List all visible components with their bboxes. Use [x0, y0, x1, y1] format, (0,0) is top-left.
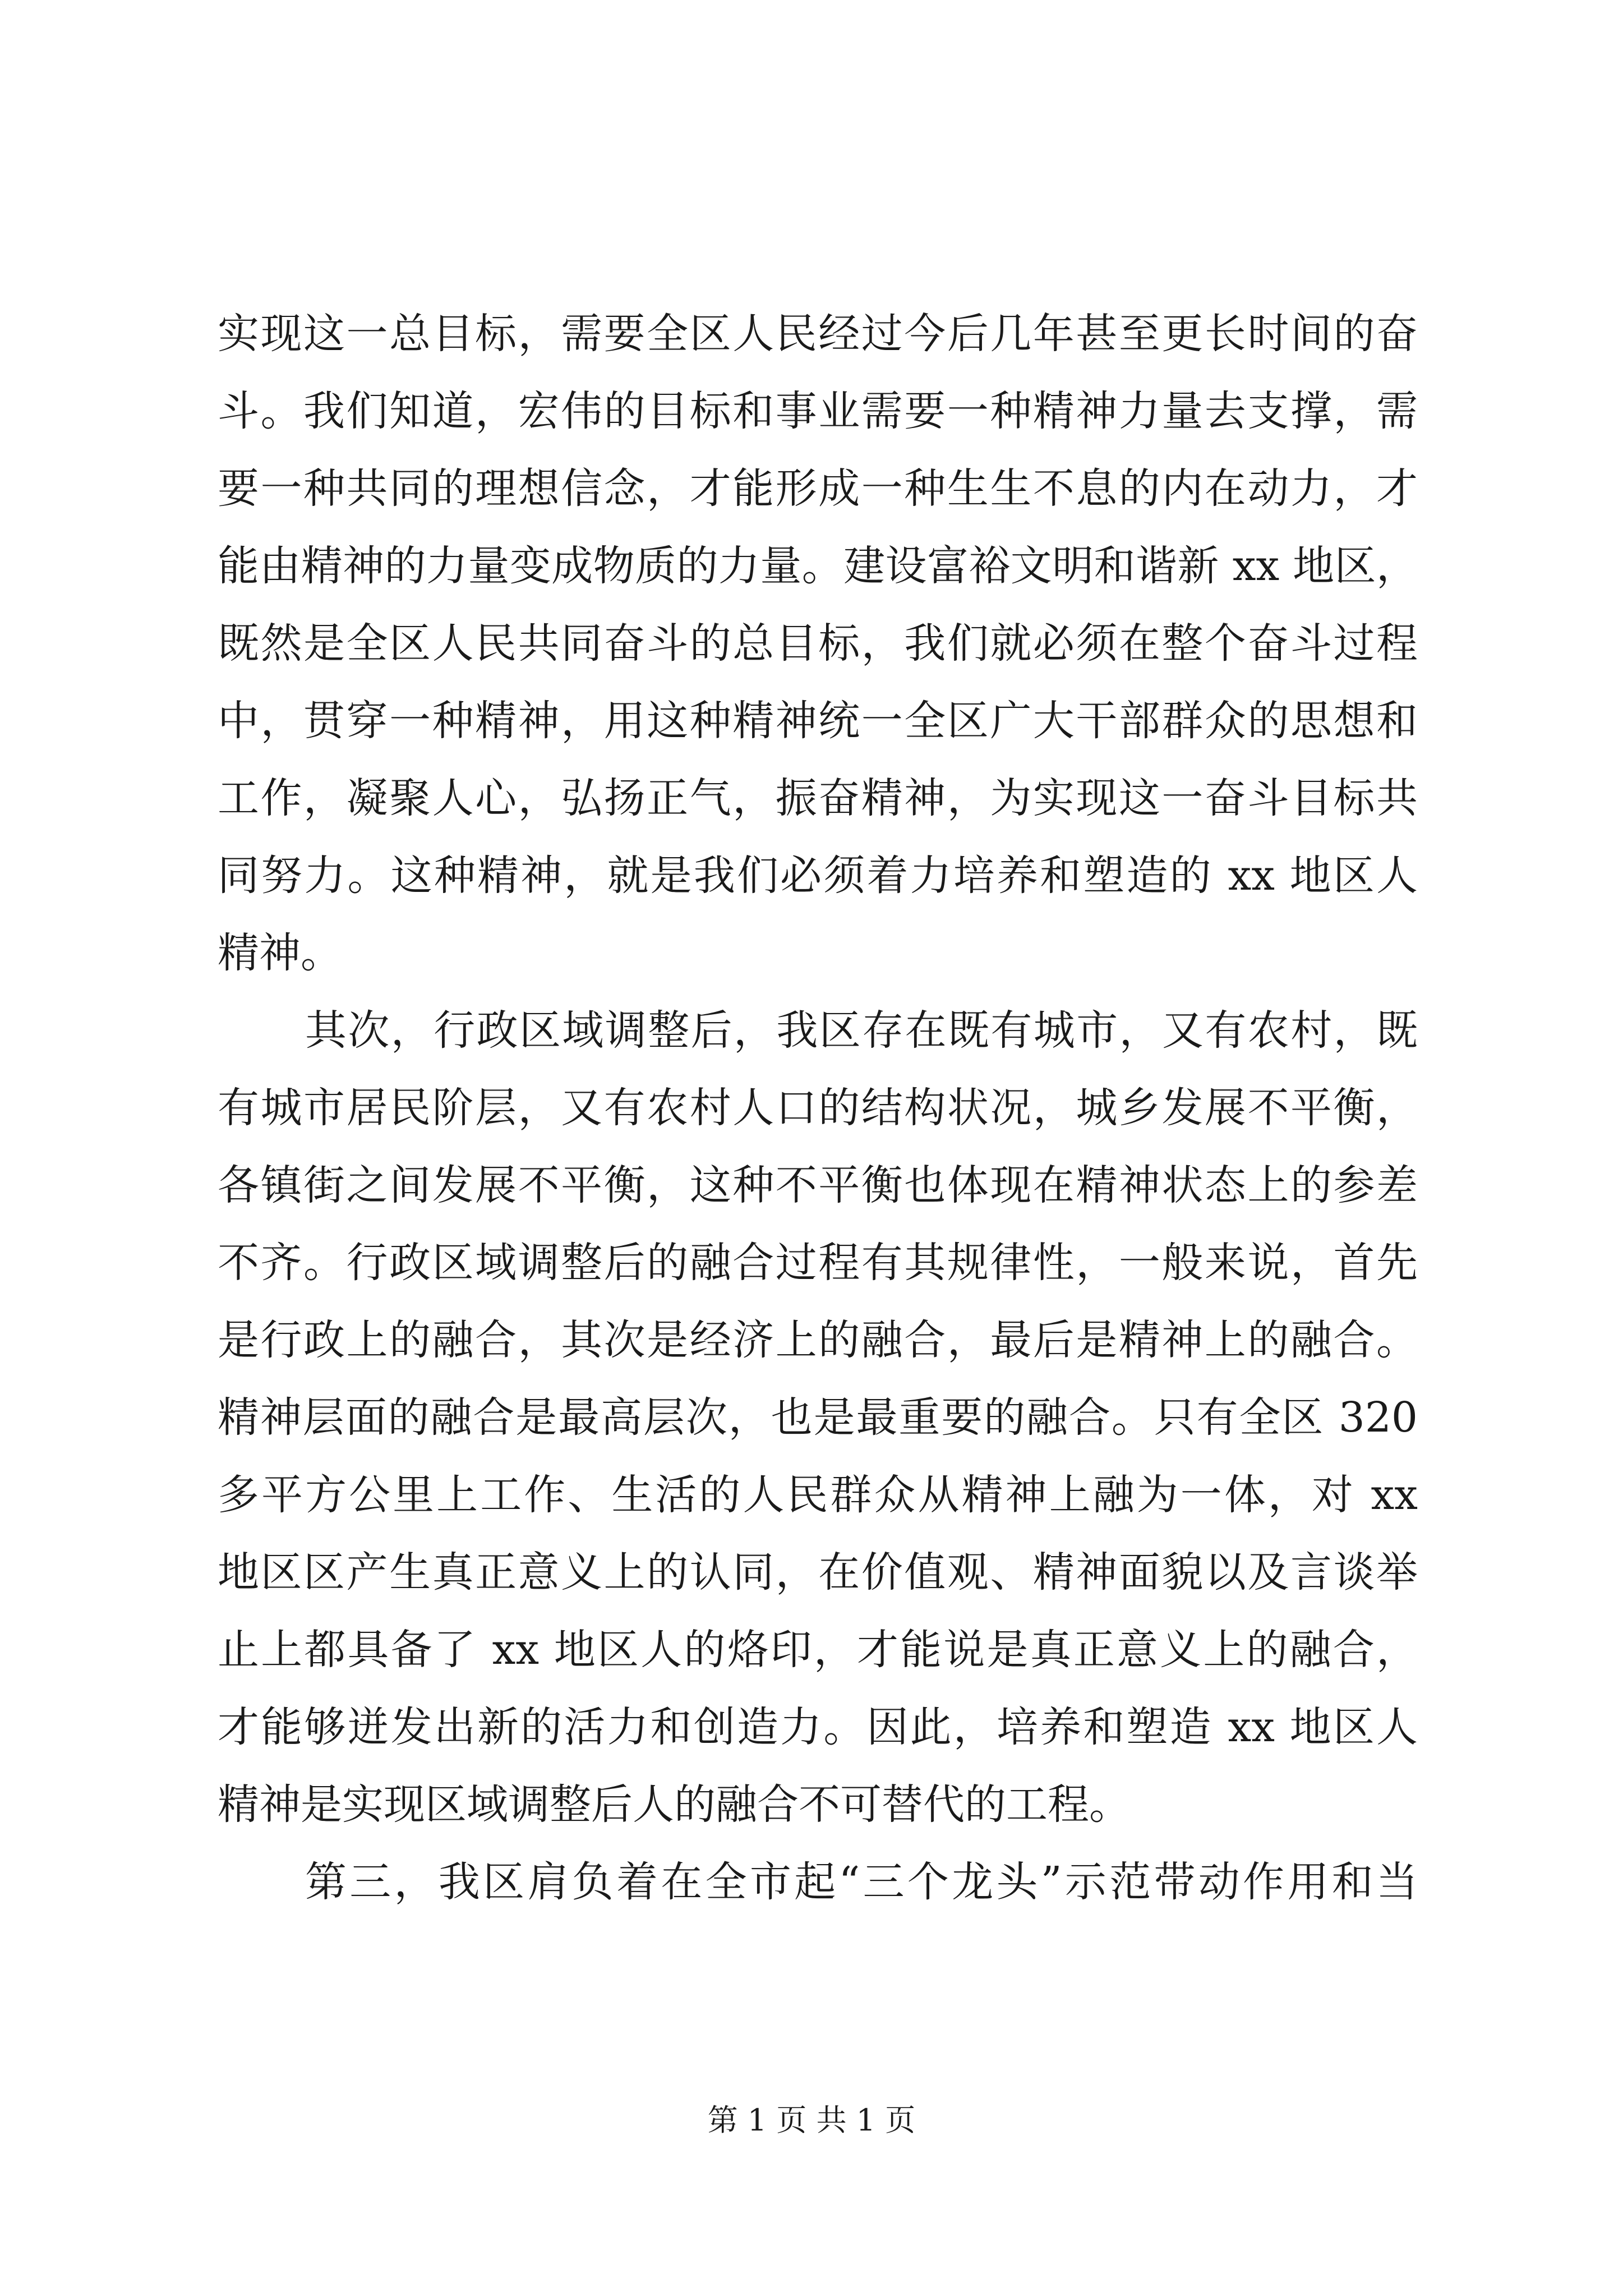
paragraph-line: 实现这一总目标，需要全区人民经过今后几年甚至更长时间的奋	[218, 310, 1418, 358]
paragraph-line: 要一种共同的理想信念，才能形成一种生生不息的内在动力，才	[218, 464, 1418, 513]
paragraph-line: 精神是实现区域调整后人的融合不可替代的工程。	[218, 1780, 1131, 1829]
paragraph-line: 第三，我区肩负着在全市起“三个龙头”示范带动作用和当	[305, 1858, 1418, 1906]
paragraph-line: 能由精神的力量变成物质的力量。建设富裕文明和谐新 xx 地区，	[218, 542, 1418, 590]
paragraph-line: 中，贯穿一种精神，用这种精神统一全区广大干部群众的思想和	[218, 697, 1418, 745]
paragraph-line: 有城市居民阶层，又有农村人口的结构状况，城乡发展不平衡，	[218, 1084, 1418, 1132]
paragraph-line: 是行政上的融合，其次是经济上的融合，最后是精神上的融合。	[218, 1316, 1418, 1364]
paragraph-line: 不齐。行政区域调整后的融合过程有其规律性，一般来说，首先	[218, 1239, 1418, 1287]
paragraph-line: 多平方公里上工作、生活的人民群众从精神上融为一体，对 xx	[218, 1471, 1418, 1519]
paragraph-line: 既然是全区人民共同奋斗的总目标，我们就必须在整个奋斗过程	[218, 619, 1418, 668]
paragraph-line: 斗。我们知道，宏伟的目标和事业需要一种精神力量去支撑，需	[218, 387, 1418, 435]
paragraph-line: 工作，凝聚人心，弘扬正气，振奋精神，为实现这一奋斗目标共	[218, 774, 1418, 822]
paragraph-line: 各镇街之间发展不平衡，这种不平衡也体现在精神状态上的参差	[218, 1161, 1418, 1209]
body-text	[218, 295, 1418, 1921]
paragraph-line: 精神。	[218, 929, 342, 977]
page-footer	[0, 2101, 1623, 2140]
paragraph-line: 精神层面的融合是最高层次，也是最重要的融合。只有全区 320	[218, 1393, 1418, 1442]
paragraph-line: 地区区产生真正意义上的认同，在价值观、精神面貌以及言谈举	[218, 1548, 1418, 1596]
paragraph-line: 才能够迸发出新的活力和创造力。因此，培养和塑造 xx 地区人	[218, 1703, 1418, 1751]
paragraph-line: 其次，行政区域调整后，我区存在既有城市，又有农村，既	[305, 1006, 1418, 1055]
paragraph-line: 同努力。这种精神，就是我们必须着力培养和塑造的 xx 地区人	[218, 852, 1418, 900]
paragraph-line: 止上都具备了 xx 地区人的烙印，才能说是真正意义上的融合，	[218, 1626, 1418, 1674]
page-number-label: 第 1 页 共 1 页	[707, 2102, 916, 2138]
